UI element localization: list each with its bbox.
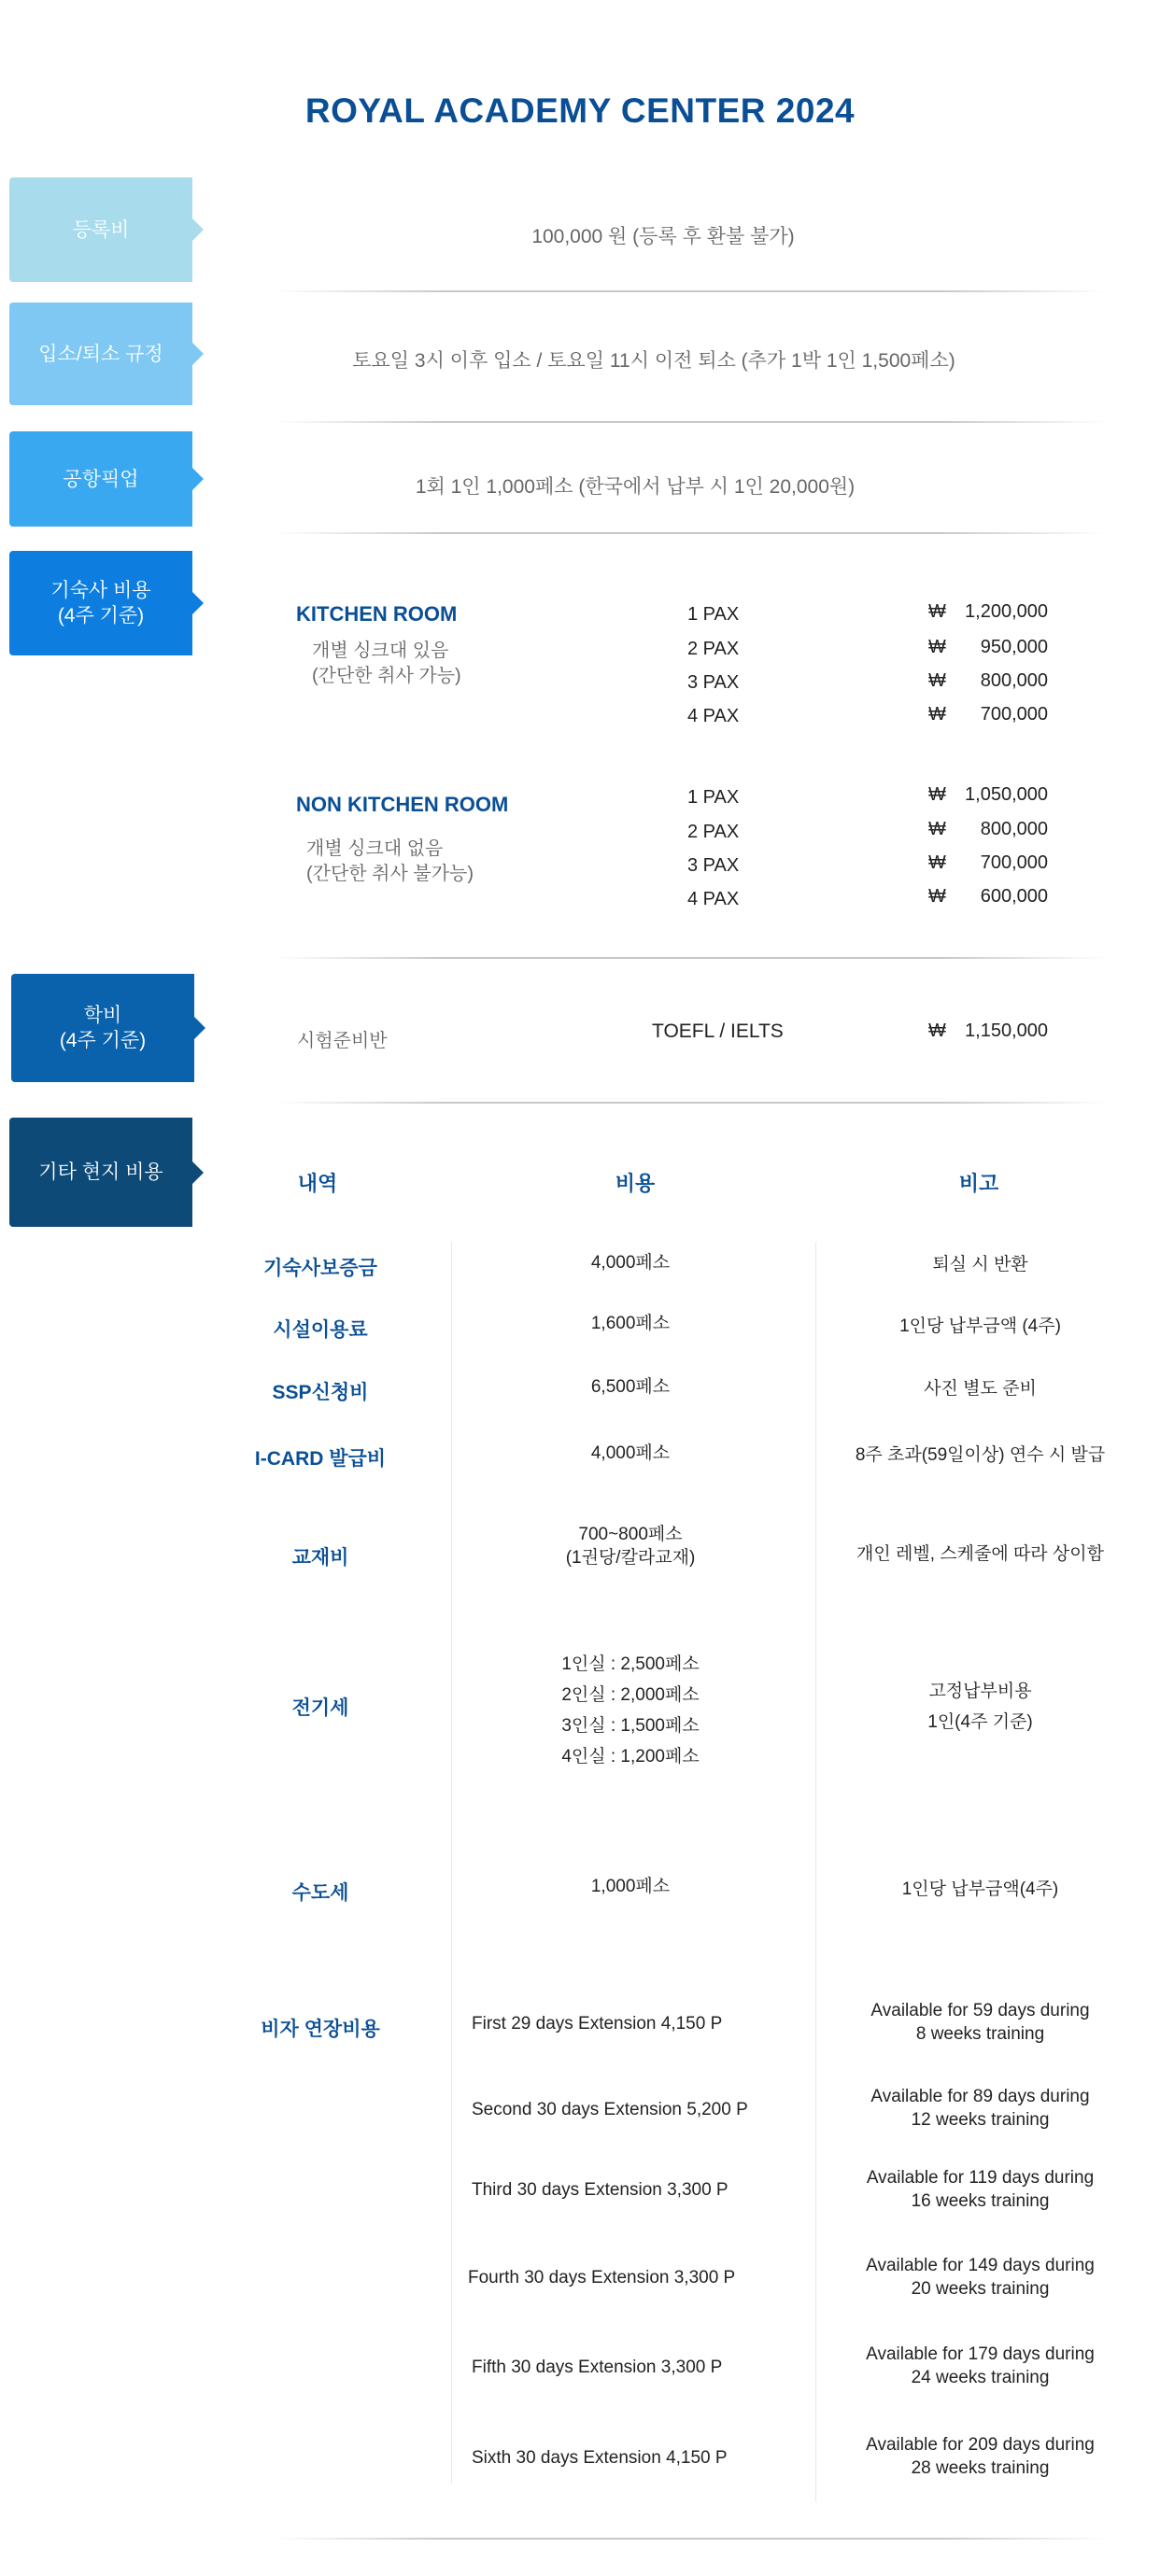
visa-cost-1: First 29 days Extension 4,150 P [472,2014,723,2034]
tag-registration-label: 등록비 [72,218,130,241]
visa-note-1-line2: 8 weeks training [915,2024,1045,2044]
visa-note-5 [819,2343,1141,2389]
tuition-course: 시험준비반 [297,1031,388,1051]
divider [276,1102,1107,1104]
won-icon: ₩ [928,886,946,907]
kitchen-pax-1: 1 PAX [687,604,740,625]
item-facility: 시설이용료 [273,1319,368,1341]
tag-checkin-label: 입소/퇴소 규정 [38,343,163,365]
cost-electric [448,1649,813,1772]
visa-note-6 [819,2433,1141,2480]
nonkitchen-price-4: 600,000 [980,886,1048,907]
item-water: 수도세 [291,1882,349,1904]
cost-electric-3: 3인실 : 1,500페소 [561,1716,700,1736]
tag-other-label: 기타 현지 비용 [38,1161,163,1183]
visa-cost-4: Fourth 30 days Extension 3,300 P [468,2268,736,2287]
visa-note-4-line2: 20 weeks training [911,2279,1050,2299]
visa-cost-2: Second 30 days Extension 5,200 P [472,2100,748,2119]
tag-checkin [9,303,192,405]
visa-note-5-line1: Available for 179 days during [866,2344,1095,2364]
item-visa: 비자 연장비용 [261,2019,380,2040]
won-icon: ₩ [928,819,946,839]
note-water: 1인당 납부금액(4주) [901,1879,1059,1899]
kitchen-room-desc [312,639,461,689]
tag-pickup [9,431,192,527]
note-electric-line1: 고정납부비용 [928,1682,1032,1701]
visa-note-2-line2: 12 weeks training [911,2110,1050,2130]
visa-note-5-line2: 24 weeks training [911,2368,1050,2387]
divider [276,421,1107,423]
cost-electric-2: 2인실 : 2,000페소 [561,1685,700,1705]
divider [276,532,1107,534]
page-title: ROYAL ACADEMY CENTER 2024 [304,91,856,130]
kitchen-pax-4: 4 PAX [687,706,740,726]
kitchen-pax-2: 2 PAX [687,639,740,659]
nonkitchen-desc-line1: 개별 싱크대 없음 [306,838,444,859]
nonkitchen-pax-4: 4 PAX [687,889,740,909]
nonkitchen-pax-3: 3 PAX [687,855,740,876]
col-head-cost: 비용 [615,1172,656,1195]
nonkitchen-pax-1: 1 PAX [687,787,740,808]
nonkitchen-room-title: NON KITCHEN ROOM [296,793,509,816]
kitchen-price-1: 1,200,000 [965,601,1048,622]
cost-icard: 4,000페소 [590,1443,671,1463]
visa-note-3-line1: Available for 119 days during [866,2168,1095,2188]
tag-pickup-label: 공항픽업 [63,468,139,490]
cost-deposit: 4,000페소 [590,1253,671,1273]
divider [276,2538,1107,2540]
item-ssp: SSP신청비 [272,1382,369,1403]
kitchen-desc-line1: 개별 싱크대 있음 [312,640,449,661]
item-books: 교재비 [291,1547,349,1569]
won-icon: ₩ [928,1021,946,1041]
visa-note-6-line2: 28 weeks training [911,2458,1050,2478]
visa-cost-6: Sixth 30 days Extension 4,150 P [472,2448,728,2468]
tag-tuition-label-1: 학비 [83,1005,122,1026]
tag-registration [9,177,192,282]
kitchen-desc-line2: (간단한 취사 가능) [312,666,461,686]
divider [276,957,1107,959]
nonkitchen-room-desc [306,837,474,887]
visa-note-2-line1: Available for 89 days during [870,2087,1090,2106]
nonkitchen-price-1: 1,050,000 [965,784,1048,805]
item-deposit: 기숙사보증금 [263,1258,377,1279]
note-books: 개인 레벨, 스케줄에 따라 상이함 [856,1544,1104,1564]
won-icon: ₩ [928,637,946,657]
nonkitchen-pax-2: 2 PAX [687,822,740,842]
note-facility: 1인당 납부금액 (4주) [899,1316,1061,1336]
nonkitchen-desc-line2: (간단한 취사 불가능) [306,864,474,884]
kitchen-pax-3: 3 PAX [687,672,740,693]
cost-books-line1: 700~800페소 [578,1525,683,1544]
nonkitchen-price-2: 800,000 [980,819,1048,839]
cost-electric-1: 1인실 : 2,500페소 [561,1654,700,1674]
tag-dorm-label-2: (4주 기준) [57,605,145,626]
visa-note-3-line2: 16 weeks training [911,2191,1050,2211]
note-icard: 8주 초과(59일이상) 연수 시 발급 [855,1445,1106,1465]
note-electric-line2: 1인(4주 기준) [927,1712,1033,1732]
nonkitchen-price-3: 700,000 [980,852,1048,873]
visa-note-1-line1: Available for 59 days during [870,2001,1090,2020]
tag-dorm-label-1: 기숙사 비용 [50,580,151,601]
visa-note-6-line1: Available for 209 days during [866,2435,1095,2455]
visa-note-1 [819,1999,1141,2046]
col-head-note: 비고 [958,1172,999,1195]
note-ssp: 사진 별도 준비 [924,1379,1037,1399]
cost-water: 1,000페소 [590,1877,671,1896]
kitchen-price-4: 700,000 [980,704,1048,725]
tuition-exam: TOEFL / IELTS [652,1021,784,1042]
cost-ssp: 6,500페소 [590,1377,671,1397]
column-divider [815,1242,816,2502]
item-electric: 전기세 [291,1697,349,1719]
checkin-value: 토요일 3시 이후 입소 / 토요일 11시 이전 퇴소 (추가 1박 1인 1,500페소) [352,350,955,372]
col-head-item: 내역 [297,1172,338,1195]
note-deposit: 퇴실 시 반환 [932,1255,1028,1274]
visa-note-2 [819,2085,1141,2132]
column-divider [451,1242,452,2484]
won-icon: ₩ [928,852,946,873]
note-electric [819,1676,1141,1738]
tag-tuition-label-2: (4주 기준) [59,1030,147,1051]
tuition-price: 1,150,000 [965,1021,1048,1041]
visa-cost-5: Fifth 30 days Extension 3,300 P [472,2358,723,2377]
pickup-value: 1회 1인 1,000페소 (한국에서 납부 시 1인 20,000원) [415,476,856,498]
tag-dorm [9,551,192,655]
cost-books-line2: (1권당/칼라교재) [565,1548,696,1568]
item-icard: I-CARD 발급비 [254,1448,387,1470]
cost-facility: 1,600페소 [590,1314,671,1333]
registration-value: 100,000 원 (등록 후 환불 불가) [531,226,795,247]
kitchen-price-3: 800,000 [980,670,1048,691]
visa-note-4-line1: Available for 149 days during [866,2256,1095,2275]
visa-cost-3: Third 30 days Extension 3,300 P [472,2180,729,2200]
visa-note-3 [819,2166,1141,2213]
won-icon: ₩ [928,704,946,725]
tag-tuition [11,974,194,1082]
kitchen-price-2: 950,000 [980,637,1048,657]
won-icon: ₩ [928,670,946,691]
visa-note-4 [819,2254,1141,2301]
kitchen-room-title: KITCHEN ROOM [296,602,458,626]
won-icon: ₩ [928,784,946,805]
cost-books [448,1523,813,1570]
cost-electric-4: 4인실 : 1,200페소 [561,1747,700,1767]
tag-other [9,1118,192,1227]
won-icon: ₩ [928,601,946,622]
divider [276,290,1107,292]
